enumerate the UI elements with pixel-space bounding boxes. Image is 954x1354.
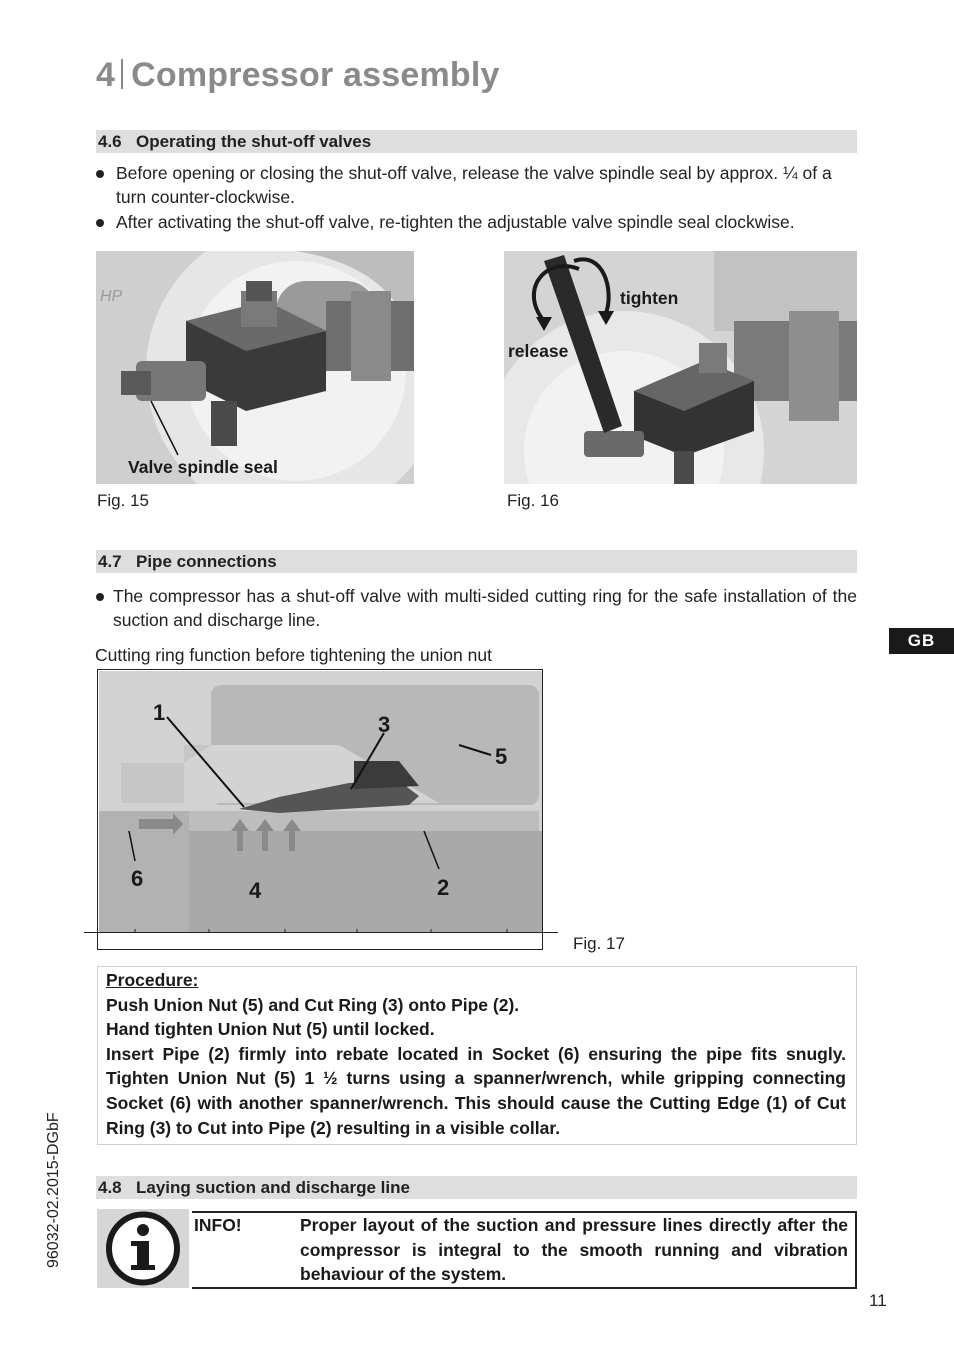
diagram-label-4: 4 <box>249 878 262 903</box>
info-label: INFO! <box>194 1215 242 1235</box>
bullet-text: The compressor has a shut-off valve with multi-sided cutting ring for the safe installation of the suction and discharge line. <box>113 586 857 630</box>
info-icon <box>97 1209 189 1288</box>
info-icon-container <box>97 1209 189 1288</box>
bullet-text: After activating the shut-off valve, re-tighten the adjustable valve spindle seal clockwise. <box>116 212 795 232</box>
section-title: Pipe connections <box>136 552 277 571</box>
figure-17-caption: Fig. 17 <box>573 934 625 953</box>
bullet-dot <box>96 170 104 178</box>
cutting-ring-diagram <box>99 671 542 933</box>
bullet-item <box>96 584 857 632</box>
chapter-title: Compressor assembly <box>131 56 500 94</box>
diagram-label-5: 5 <box>495 744 508 769</box>
figure-15-caption: Fig. 15 <box>97 491 149 510</box>
info-text: Proper layout of the suction and pressure lines directly after the compressor is integral to the smooth running and vibration behaviour of the system. <box>300 1215 848 1285</box>
language-tab: GB <box>889 628 954 654</box>
figure-17-frame <box>97 669 543 950</box>
page-number: 11 <box>869 1291 887 1310</box>
figure-16-caption: Fig. 16 <box>507 491 559 510</box>
section-header-4-8 <box>96 1176 857 1199</box>
document-number: 96032-02.2015-DGbF <box>45 1112 62 1268</box>
section-number: 4.6 <box>98 132 122 151</box>
section-header-4-7 <box>96 550 857 573</box>
section-number: 4.7 <box>98 552 122 571</box>
svg-text:HP: HP <box>100 288 123 305</box>
figure-17-baseline <box>84 932 558 933</box>
tighten-label: tighten <box>620 288 679 308</box>
procedure-line: Hand tighten Union Nut (5) until locked. <box>106 1019 435 1040</box>
section-header-4-6 <box>96 130 857 153</box>
valve-wrench-illustration <box>504 251 857 484</box>
bullet-dot <box>96 219 104 227</box>
procedure-box <box>97 966 857 1145</box>
diagram-label-2: 2 <box>437 875 450 900</box>
procedure-line: Push Union Nut (5) and Cut Ring (3) onto Pipe (2). <box>106 994 520 1015</box>
valve-photo-illustration <box>96 251 414 484</box>
procedure-heading: Procedure: <box>106 970 199 990</box>
release-label: release <box>508 341 569 361</box>
chapter-divider <box>121 59 123 89</box>
diagram-label-3: 3 <box>378 712 391 737</box>
figure-15-image <box>96 251 414 484</box>
figure-16-image <box>504 251 857 484</box>
section-title: Operating the shut-off valves <box>136 132 372 151</box>
procedure-line: Insert Pipe (2) firmly into rebate located in Socket (6) ensuring the pipe fits snugly. Tighten Union Nut (5) 1 ½ turns using a spanner/wrench, while gripping connecting Socket (6) with another spanner/wrench. This should cause the Cutting Edge (1) of Cut Ring (3) to Cut into Pipe (2) resulting in a visible collar. <box>106 1043 846 1138</box>
diagram-label-6: 6 <box>131 866 144 891</box>
valve-spindle-seal-label: Valve spindle seal <box>128 457 278 477</box>
bullet-dot <box>96 593 104 601</box>
diagram-label-1: 1 <box>153 700 166 725</box>
bullet-text: Before opening or closing the shut-off valve, release the valve spindle seal by approx. ¼ of a turn counter-clockwise. <box>116 163 832 207</box>
chapter-heading <box>96 56 500 95</box>
figure-17-subcaption: Cutting ring function before tightening the union nut <box>95 645 492 665</box>
chapter-number: 4 <box>96 56 116 94</box>
bullet-item <box>96 161 856 209</box>
bullet-item <box>96 210 856 234</box>
section-title: Laying suction and discharge line <box>136 1178 410 1197</box>
section-number: 4.8 <box>98 1178 122 1197</box>
